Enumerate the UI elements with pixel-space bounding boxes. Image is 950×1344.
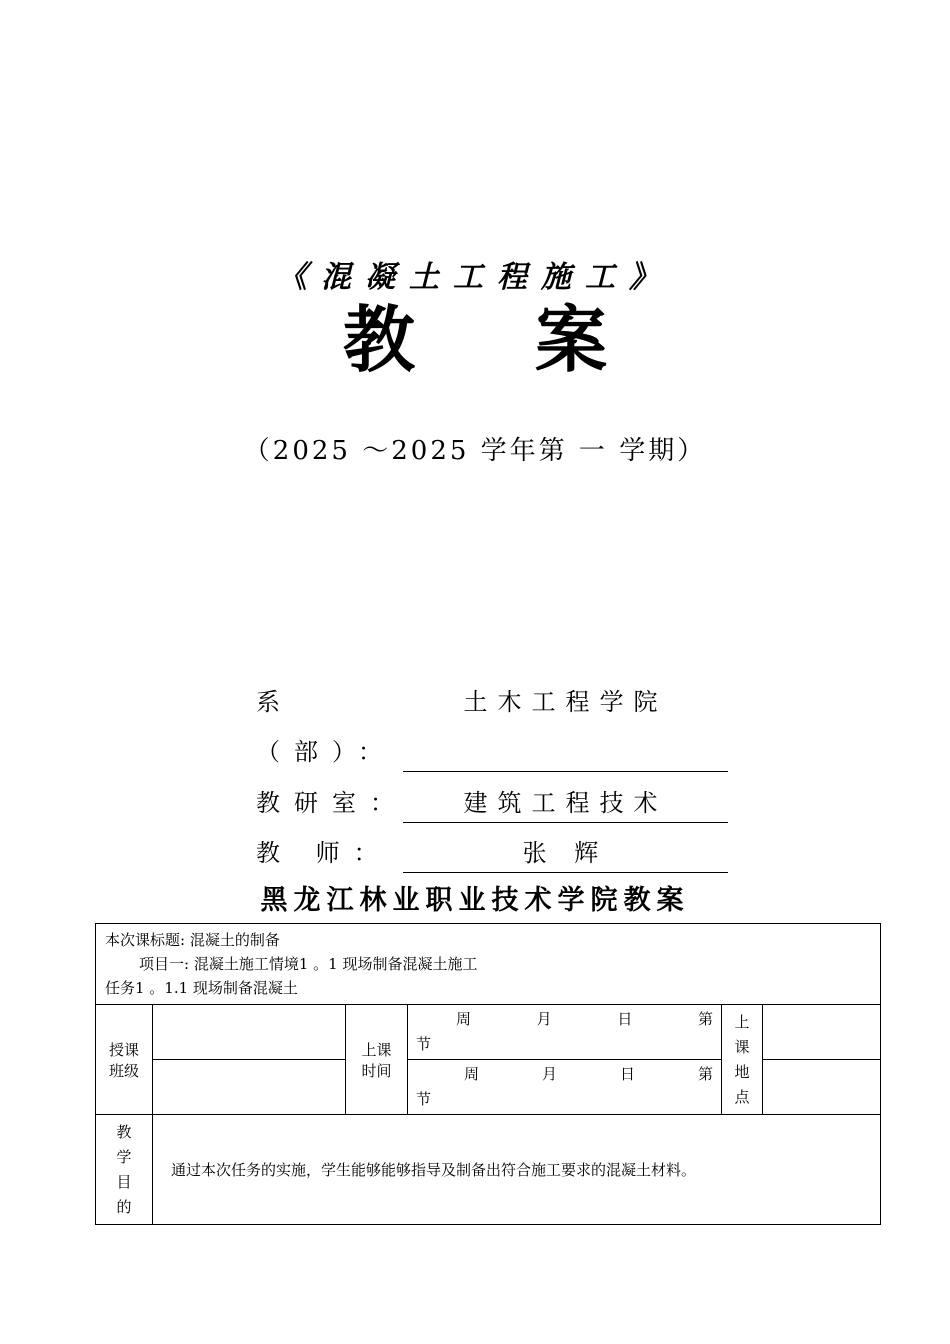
doc-title-char-2: 案 [535,298,608,382]
place-value-2 [763,1060,881,1115]
class-label-1: 授课 [108,1040,139,1059]
ordinal-label: 第 [697,1010,713,1028]
department-value: 土木工程学院 [463,688,668,716]
week-label: 周 [456,1010,472,1028]
goal-char: 目 [116,1172,132,1191]
day-label: 日 [619,1065,635,1083]
class-label-cell [96,1005,153,1115]
place-char: 课 [734,1037,750,1056]
office-value: 建筑工程技术 [463,789,668,817]
ordinal-label: 第 [697,1065,713,1083]
place-label-cell [722,1005,763,1115]
section-label: 节 [416,1090,432,1108]
department-label-line-1: 系 [256,688,294,716]
office-underline [403,822,728,823]
time-label-1: 上课 [361,1040,392,1059]
goal-text: 通过本次任务的实施，学生能够能够指导及制备出符合施工要求的混凝土材料。 [153,1115,881,1225]
week-label: 周 [464,1065,480,1083]
place-char: 上 [734,1012,750,1031]
time-label-2: 时间 [361,1061,392,1080]
class-value-1 [153,1005,346,1060]
place-char: 地 [734,1062,750,1081]
task-line: 任务1 。1.1 现场制备混凝土 [105,979,298,997]
school-title: 黑龙江林业职业技术学院教案 [260,885,690,916]
month-label: 月 [541,1065,557,1083]
goal-char: 教 [116,1122,132,1141]
teacher-label: 教 师： [256,839,392,867]
schedule-slot-1 [408,1005,722,1060]
academic-term: （2025 ～2025 学年第 一 学期） [243,436,707,466]
doc-title-char-1: 教 [342,298,415,382]
lesson-plan-table [95,923,881,1225]
goal-label-cell [96,1115,153,1225]
course-title: 《混凝土工程施工》 [277,260,673,295]
day-label: 日 [617,1010,633,1028]
section-label: 节 [416,1035,432,1053]
teacher-underline [403,872,728,873]
document-title [0,298,950,382]
teacher-value: 张 辉 [522,839,609,867]
office-label: 教研室： [256,789,408,817]
lesson-topic-cell [96,924,881,1005]
schedule-slot-2 [408,1060,722,1115]
department-label-line-2: （部）： [256,738,396,766]
class-value-2 [153,1060,346,1115]
goal-char: 学 [116,1147,132,1166]
class-label-2: 班级 [108,1061,139,1080]
time-label-cell [346,1005,408,1115]
lesson-title: 本次课标题: 混凝土的制备 [105,931,280,949]
month-label: 月 [536,1010,552,1028]
place-value-1 [763,1005,881,1060]
department-underline [403,771,728,772]
place-char: 点 [734,1087,750,1106]
goal-char: 的 [116,1197,132,1216]
project-line: 项目一: 混凝土施工情境1 。1 现场制备混凝土施工 [139,955,478,973]
